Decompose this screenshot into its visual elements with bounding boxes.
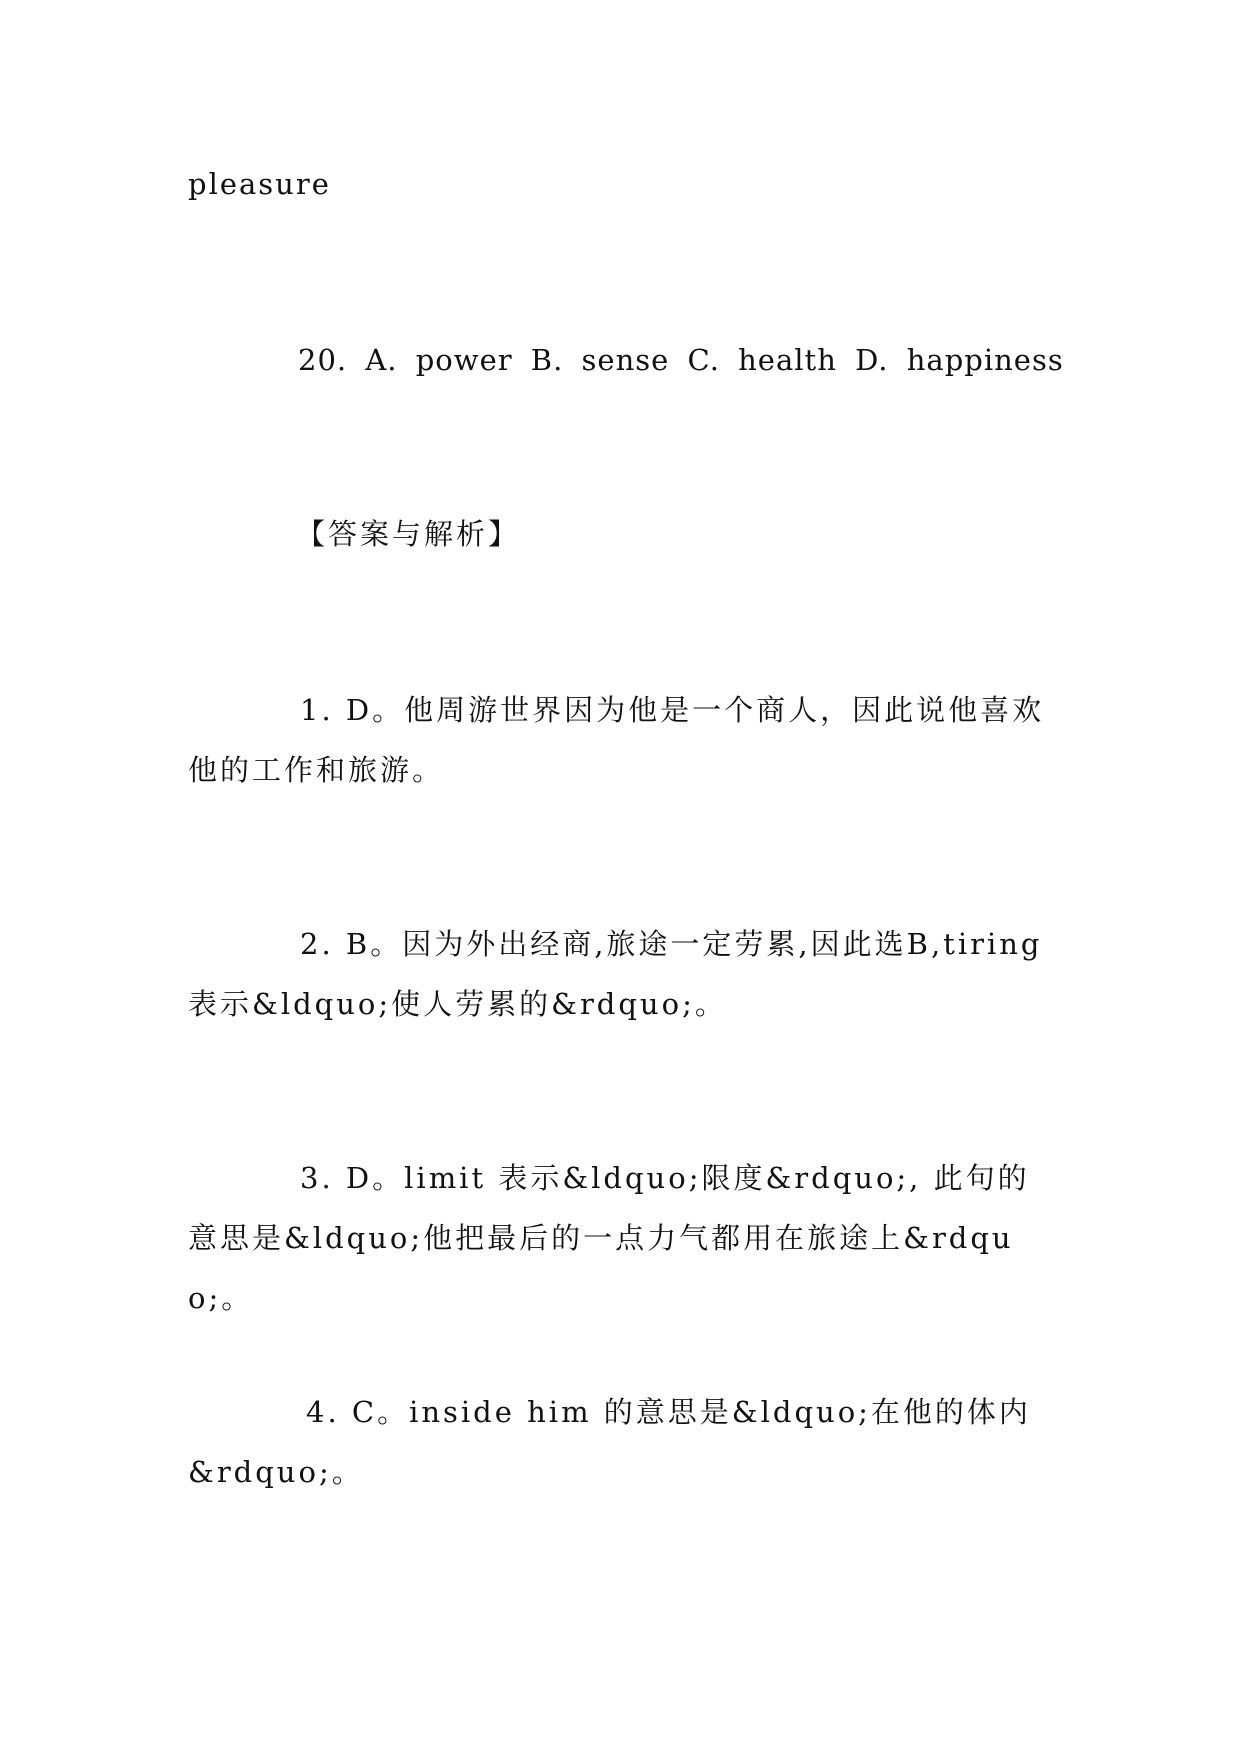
option-continuation-text: pleasure [188,167,331,201]
answer-explanation-1: 1. D。他周游世界因为他是一个商人，因此说他喜欢他的工作和旅游。 [188,693,1045,787]
answer-section-heading: 【答案与解析】 [296,517,521,551]
question-20-options: 20. A. power B. sense C. health D. happiness [298,343,1064,377]
answer-explanation-4: 4. C。inside him 的意思是&ldquo;在他的体内&rdquo;。 [188,1395,1031,1489]
answer-explanation-3: 3. D。limit 表示&ldquo;限度&rdquo;, 此句的意思是&ldquo;他把最后的一点力气都用在旅途上&rdquo;。 [188,1161,1030,1315]
answer-explanation-2: 2. B。因为外出经商,旅途一定劳累,因此选B,tiring表示&ldquo;使人劳累的&rdquo;。 [188,927,1043,1021]
